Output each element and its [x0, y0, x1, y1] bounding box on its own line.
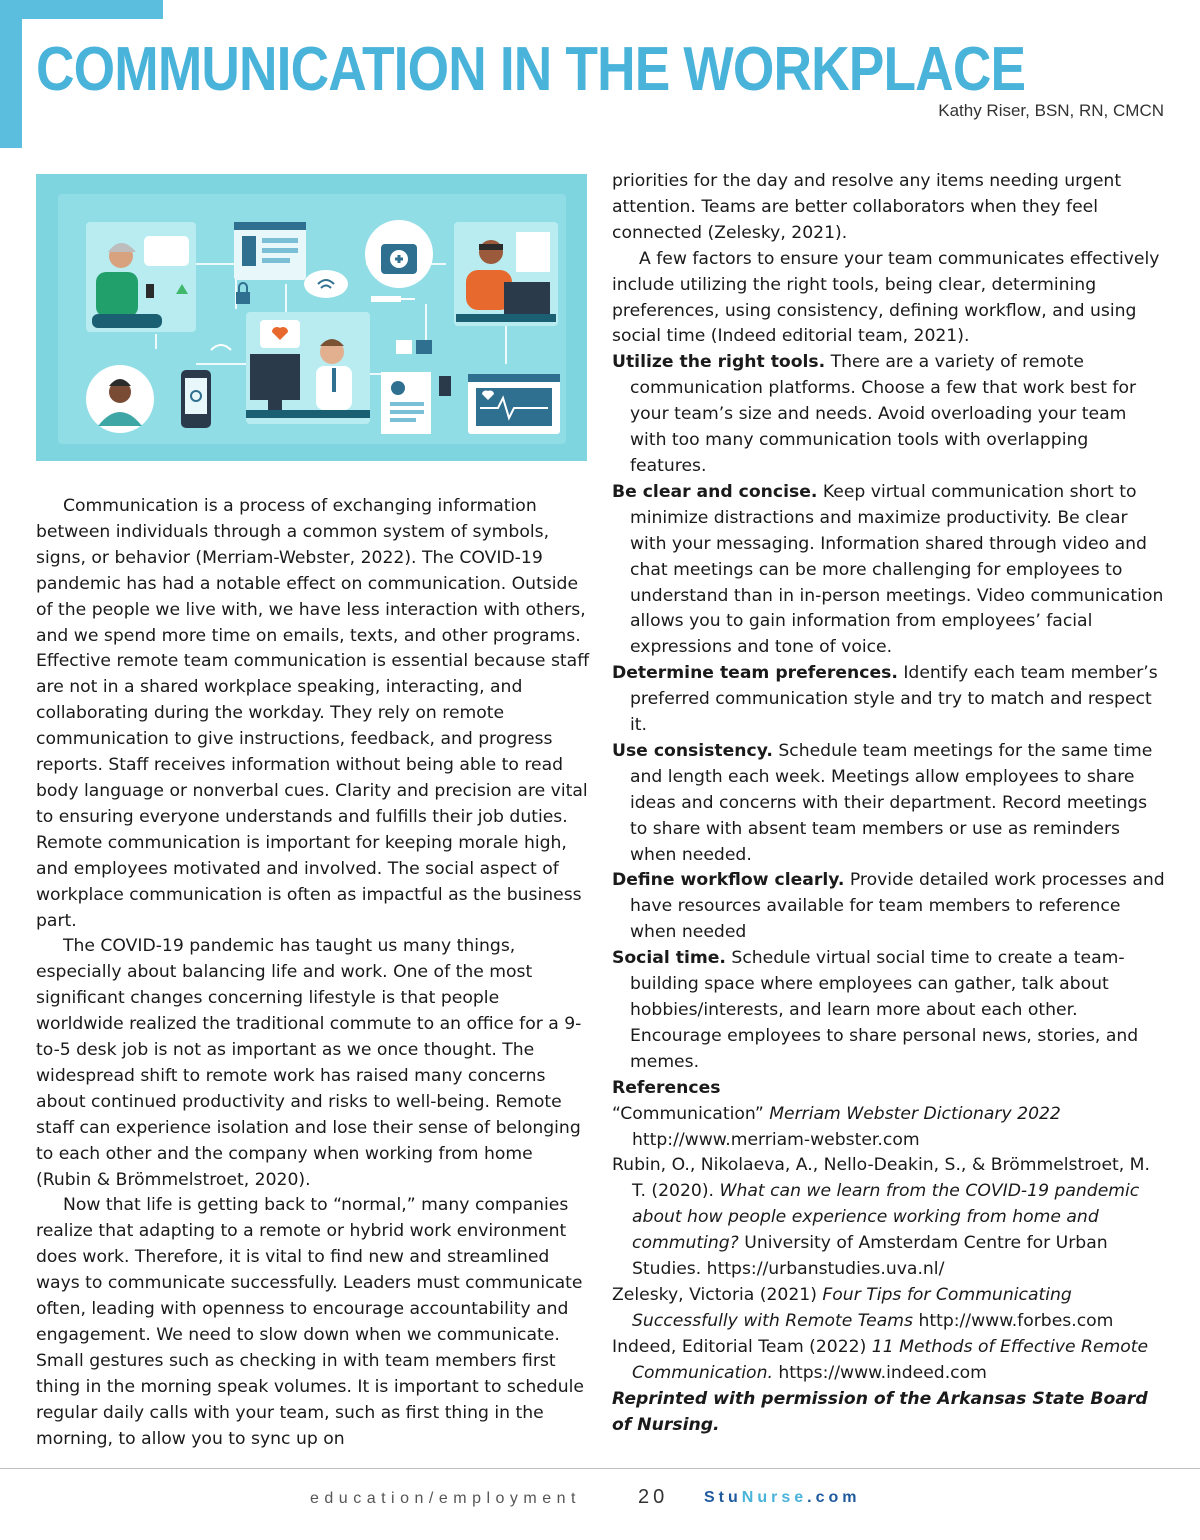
author-byline: Kathy Riser, BSN, RN, CMCN: [938, 101, 1164, 120]
paragraph: A few factors to ensure your team communicates effectively include utilizing the right tools, being clear, determining preferences, using consistency, defining workflow, and using social time (Indeed editorial team, 2021).: [612, 248, 1160, 347]
tip-body: There are a variety of remote communication platforms. Choose a few that work best for your team’s size and needs. Avoid overloading your team with too many communication tools with overlapping features.: [630, 352, 1137, 476]
tip-item: [612, 480, 1168, 661]
reference-link: http://www.merriam-webster.com: [632, 1129, 920, 1150]
reference-text: Zelesky, Victoria (2021): [612, 1284, 823, 1305]
reference-title: 11 Methods of Effective Remote Communication.: [632, 1336, 1149, 1383]
references-heading: References: [612, 1077, 721, 1098]
brand-logo: [704, 1489, 860, 1507]
tip-heading: Be clear and concise.: [612, 481, 818, 502]
nurse-avatar-icon: [86, 365, 154, 433]
telehealth-illustration: [36, 174, 587, 461]
footer-section-label: education/employment: [310, 1490, 581, 1507]
paragraph: Now that life is getting back to “normal,” many companies realize that adapting to a remote or hybrid work environment does work. Therefore, it is vital to find new and streamlined ways to communicate successfully. Leaders must communicate often, leading with openness to encourage accountability and engagement. We need to slow down when we communicate. Small gestures such as checking in with team members first thing in the morning speak volumes. It is important to schedule regular daily calls with your team, such as first thing in the morning, to allow you to sync up on: [36, 1195, 584, 1449]
tip-item: [612, 661, 1168, 739]
person-chat-icon: [86, 222, 196, 332]
reference-item: [612, 1153, 1168, 1283]
person-laptop-icon: [454, 222, 558, 326]
reference-title: Merriam Webster Dictionary 2022: [769, 1103, 1061, 1124]
paragraph: priorities for the day and resolve any items needing urgent attention. Teams are better collaborators when they feel connected (Zelesky, 2021).: [612, 171, 1122, 243]
reference-item: [612, 1335, 1168, 1387]
reference-text: Indeed, Editorial Team (2022): [612, 1336, 872, 1357]
reference-text: “Communication”: [612, 1103, 770, 1124]
tip-heading: Use consistency.: [612, 740, 773, 761]
tip-item: [612, 868, 1168, 946]
reprint-notice: Reprinted with permission of the Arkansas State Board of Nursing.: [612, 1388, 1148, 1435]
report-icon: [381, 372, 431, 434]
page-title: COMMUNICATION IN THE WORKPLACE: [36, 35, 1026, 104]
document-icon: [234, 222, 306, 280]
brand-part: Nurse: [741, 1489, 808, 1506]
reference-title: What can we learn from the COVID-19 pandemic about how people experience working from home and commuting?: [632, 1181, 1140, 1254]
reference-link: University of Amsterdam Centre for Urban Studies. https://urbanstudies.uva.nl/: [632, 1233, 1108, 1280]
right-column: [612, 169, 1168, 1438]
tip-body: Schedule virtual social time to create a team-building space where employees can gather, talk about hobbies/interests, and learn more about each other. Encourage employees to share personal news, stories, and memes.: [630, 948, 1139, 1072]
reference-link: https://www.indeed.com: [772, 1362, 987, 1383]
monitor-heartbeat-icon: [468, 374, 560, 434]
brand-part: .com: [807, 1489, 861, 1506]
tip-heading: Define workflow clearly.: [612, 870, 845, 891]
medical-bag-icon: [365, 220, 433, 288]
reference-item: [612, 1283, 1168, 1335]
reference-item: [612, 1102, 1168, 1154]
tip-body: Schedule team meetings for the same time and length each week. Meetings allow employees to share ideas and concerns with their department. Record meetings to share with absent team members or use as reminders when needed.: [630, 740, 1153, 865]
tip-heading: Determine team preferences.: [612, 663, 898, 684]
paragraph: The COVID-19 pandemic has taught us many things, especially about balancing life and work. One of the most significant changes concerning lifestyle is that people worldwide realized the traditional commute to an office for a 9-to-5 desk job is not as important as we once thought. The widespread shift to remote work has raised many concerns about continued productivity and risks to well-being. Remote staff can experience isolation and lose their sense of belonging to each other and the company when working from home (Rubin & Brömmelstroet, 2020).: [36, 936, 582, 1190]
accent-bar-top: [0, 0, 163, 19]
tip-heading: Utilize the right tools.: [612, 352, 826, 373]
paragraph: Communication is a process of exchanging information between individuals through a common system of symbols, signs, or behavior (Merriam-Webster, 2022). The COVID-19 pandemic has had a notable effect on communication. Outside of the people we live with, we have less interaction with others, and we spend more time on emails, texts, and other programs. Effective remote team communication is essential because staff are not in a shared workplace speaking, interacting, and collaborating during the workday. They rely on remote communication to give instructions, feedback, and progress reports. Staff receives information without being able to read body language or nonverbal cues. Clarity and precision are vital to ensuring everyone understands and fulfills their job duties. Remote communication is important for keeping morale high, and employees motivated and involved. The social aspect of workplace communication is often as impactful as the business part.: [36, 496, 590, 931]
tip-item: [612, 739, 1168, 869]
footer-divider: [0, 1468, 1200, 1469]
page-number: 20: [638, 1486, 669, 1508]
brand-part: Stu: [704, 1489, 742, 1506]
tip-item: [612, 350, 1168, 480]
tip-body: Keep virtual communication short to minimize distractions and maximize productivity. Be clear with your messaging. Information shared through video and chat meetings can be more challenging for employees to understand than in in-person meetings. Video communication allows you to gain information from employees’ facial expressions and tone of voice.: [630, 481, 1164, 658]
reference-link: http://www.forbes.com: [912, 1310, 1114, 1331]
tip-item: [612, 946, 1168, 1076]
tip-body: Identify each team member’s preferred communication style and try to match and respect it.: [630, 663, 1158, 736]
tip-heading: Social time.: [612, 948, 726, 969]
accent-bar-left: [0, 0, 22, 148]
reference-text: Rubin, O., Nikolaeva, A., Nello-Deakin, S., & Brömmelstroet, M. T. (2020).: [612, 1155, 1150, 1202]
tip-body: Provide detailed work processes and have resources available for team members to reference when needed: [630, 870, 1165, 943]
reference-title: Four Tips for Communicating Successfully with Remote Teams: [632, 1284, 1072, 1331]
left-column: [36, 494, 592, 1453]
wifi-icon: [304, 270, 348, 298]
